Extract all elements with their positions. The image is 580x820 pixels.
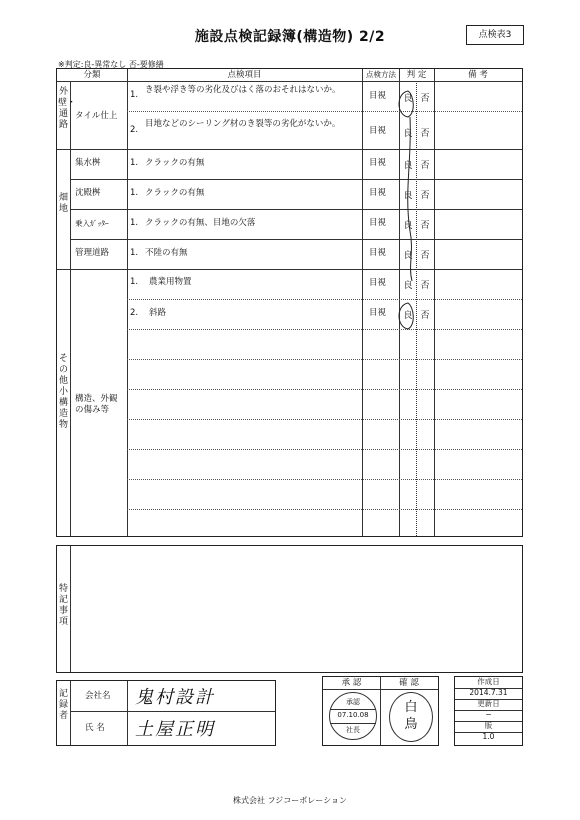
judge-good: 良 <box>403 281 413 291</box>
approval-box <box>322 676 439 746</box>
header-judge: 判 定 <box>406 70 427 80</box>
item-number: 1. <box>130 90 139 100</box>
page-title: 施設点検記録簿(構造物) 2/2 <box>194 29 386 45</box>
item-text: クラックの有無、目地の欠落 <box>145 218 256 228</box>
special-notes-box <box>56 545 523 673</box>
item-text: 目地などのシーリング材のき裂等の劣化がないか。 <box>145 119 341 129</box>
judge-bad: 否 <box>420 191 430 201</box>
method-value: 目視 <box>369 248 387 258</box>
item-number: 1. <box>130 277 139 287</box>
header-remarks: 備 考 <box>468 70 488 80</box>
method-value: 目視 <box>369 308 387 318</box>
item-text: き裂や浮き等の劣化及びはく落のおそれはないか。 <box>145 85 341 95</box>
judge-bad: 否 <box>420 221 430 231</box>
inspection-table <box>56 68 523 537</box>
judge-bad: 否 <box>420 251 430 261</box>
method-value: 目視 <box>369 91 387 101</box>
judge-good: 良 <box>403 191 413 201</box>
company-label: 会社名 <box>85 691 111 701</box>
item-number: 2. <box>130 308 139 318</box>
judge-bad: 否 <box>420 311 430 321</box>
judge-good: 良 <box>403 129 413 139</box>
judge-bad: 否 <box>420 94 430 104</box>
sub-category: 沈殿桝 <box>75 188 101 198</box>
created-label: 作成日 <box>477 677 500 686</box>
item-number: 2. <box>130 125 139 135</box>
special-notes-label: 特記事項 <box>58 584 68 627</box>
item-number: 1. <box>130 158 139 168</box>
sheet-number: 点検表3 <box>466 25 524 45</box>
item-number: 1. <box>130 248 139 258</box>
item-text: 斜路 <box>149 308 167 318</box>
group-label-wall: 外壁・通路 <box>58 87 77 130</box>
approval-stamp-top: 承認 <box>346 698 360 706</box>
created-value: 2014.7.31 <box>469 688 508 697</box>
handwritten-check-marks <box>390 81 430 341</box>
structure-label: 構造、外観の傷み等 <box>75 394 118 415</box>
company-signature: 鬼村設計 <box>135 687 215 708</box>
approve-label: 承 認 <box>341 678 362 688</box>
judge-bad: 否 <box>420 161 430 171</box>
confirm-seal <box>389 692 433 742</box>
sub-category: 集水桝 <box>75 158 101 168</box>
judgement-legend: ※判定:良-異常なし 否-要修繕 <box>58 60 164 69</box>
judge-bad: 否 <box>420 281 430 291</box>
item-number: 1. <box>130 188 139 198</box>
company-footer: 株式会社 フジコーポレーション <box>233 796 347 805</box>
judge-good: 良 <box>403 251 413 261</box>
name-signature: 土屋正明 <box>135 719 215 740</box>
judge-good: 良 <box>403 94 413 104</box>
header-method: 点検方法 <box>366 70 396 79</box>
sub-category-tile: タイル仕上 <box>75 111 118 121</box>
item-text: クラックの有無 <box>145 188 205 198</box>
group-label-other: その他小構造物 <box>58 354 68 430</box>
judge-good: 良 <box>403 311 413 321</box>
sub-category: 乗入ｶﾞｯﾀｰ <box>75 219 109 228</box>
approval-stamp-bottom: 社長 <box>346 726 360 734</box>
document-info-box <box>454 676 523 746</box>
version-value: 1.0 <box>482 732 495 741</box>
method-value: 目視 <box>369 218 387 228</box>
item-number: 1. <box>130 218 139 228</box>
method-value: 目視 <box>369 188 387 198</box>
judge-bad: 否 <box>420 129 430 139</box>
recorder-label: 記録者 <box>58 689 68 721</box>
updated-value: − <box>485 710 492 719</box>
version-label: 版 <box>484 721 493 730</box>
confirm-seal-text: 白鳥 <box>404 700 418 732</box>
item-text: クラックの有無 <box>145 158 205 168</box>
method-value: 目視 <box>369 158 387 168</box>
method-value: 目視 <box>369 278 387 288</box>
approval-stamp <box>329 692 377 740</box>
name-label: 氏 名 <box>85 723 105 733</box>
recorder-box <box>56 680 276 746</box>
updated-label: 更新日 <box>477 699 500 708</box>
group-label-field: 畑地 <box>58 193 68 214</box>
item-text: 不陸の有無 <box>145 248 188 258</box>
sub-category: 管理道路 <box>75 248 110 258</box>
header-category: 分類 <box>83 70 101 80</box>
header-item: 点検項目 <box>227 70 262 80</box>
item-text: 農業用物置 <box>149 277 192 287</box>
approval-stamp-date: 07.10.08 <box>337 711 369 719</box>
judge-good: 良 <box>403 161 413 171</box>
method-value: 目視 <box>369 126 387 136</box>
judge-good: 良 <box>403 221 413 231</box>
confirm-label: 確 認 <box>399 678 419 688</box>
